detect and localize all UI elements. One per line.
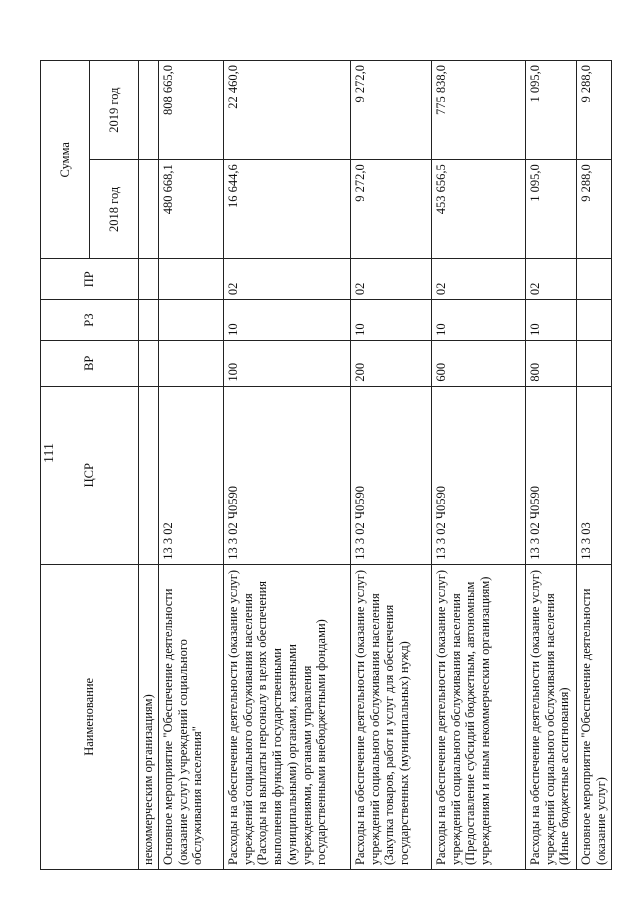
cell-rz: 10 <box>431 300 525 341</box>
cell-pr: 02 <box>350 259 431 300</box>
table-row <box>350 61 431 870</box>
header-name: Наименование <box>41 564 139 869</box>
cell-pr: 02 <box>431 259 525 300</box>
cell-csr: 13 3 02 Ч0590 <box>525 386 576 564</box>
cell-vr <box>576 340 611 386</box>
table-row <box>223 61 350 870</box>
cell-csr: 13 3 02 Ч0590 <box>223 386 350 564</box>
cell-sum-2018: 9 288,0 <box>576 160 611 259</box>
table-row <box>431 61 525 870</box>
header-rz: РЗ <box>41 300 139 341</box>
cell-rz: 10 <box>525 300 576 341</box>
cell-vr: 600 <box>431 340 525 386</box>
cell-sum-2018: 1 095,0 <box>525 160 576 259</box>
cell-csr: 13 3 02 <box>158 386 223 564</box>
header-vr: ВР <box>41 340 139 386</box>
table-row <box>139 61 159 870</box>
header-year-2018: 2018 год <box>90 160 139 259</box>
header-pr: ПР <box>41 259 139 300</box>
cell-sum-2018: 16 644,6 <box>223 160 350 259</box>
cell-sum-2019: 775 838,0 <box>431 61 525 160</box>
cell-name: некоммерческим организациям) <box>139 564 159 869</box>
cell-rz: 10 <box>350 300 431 341</box>
cell-sum-2019 <box>139 61 159 160</box>
table-row <box>525 61 576 870</box>
cell-csr: 13 3 03 <box>576 386 611 564</box>
cell-vr <box>158 340 223 386</box>
header-csr: ЦСР <box>41 386 139 564</box>
header-year-2019: 2019 год <box>90 61 139 160</box>
cell-sum-2018: 9 272,0 <box>350 160 431 259</box>
cell-name: Расходы на обеспечение деятельности (оказание услуг) учреждений социального обслуживания населения (Иные бюджетные ассигнования) <box>525 564 576 869</box>
cell-rz: 10 <box>223 300 350 341</box>
cell-name: Расходы на обеспечение деятельности (оказание услуг) учреждений социального обслуживания населения (Расходы на выплаты персоналу в целях обеспечения выполнения функций государственными (муниципальными) органами, казенными учреждениями, органами управления государственными внебюджетными фондами) <box>223 564 350 869</box>
cell-rz <box>139 300 159 341</box>
cell-vr: 200 <box>350 340 431 386</box>
cell-vr: 100 <box>223 340 350 386</box>
cell-sum-2019: 9 288,0 <box>576 61 611 160</box>
cell-sum-2018: 480 668,1 <box>158 160 223 259</box>
cell-csr: 13 3 02 Ч0590 <box>431 386 525 564</box>
cell-pr: 02 <box>223 259 350 300</box>
table-row <box>576 61 611 870</box>
table-row <box>158 61 223 870</box>
cell-sum-2019: 1 095,0 <box>525 61 576 160</box>
cell-name: Основное мероприятие "Обеспечение деятельности (оказание услуг) <box>576 564 611 869</box>
cell-pr <box>576 259 611 300</box>
cell-sum-2018: 453 656,5 <box>431 160 525 259</box>
cell-vr <box>139 340 159 386</box>
budget-table <box>40 60 612 870</box>
cell-name: Расходы на обеспечение деятельности (оказание услуг) учреждений социального обслуживания населения (Закупка товаров, работ и услуг для обеспечения государственных (муниципальных) нужд) <box>350 564 431 869</box>
cell-pr <box>158 259 223 300</box>
cell-csr: 13 3 02 Ч0590 <box>350 386 431 564</box>
cell-name: Расходы на обеспечение деятельности (оказание услуг) учреждений социального обслуживания населения (Предоставление субсидий бюджетным, автономным учреждениям и иным некоммерческим организациям) <box>431 564 525 869</box>
cell-pr: 02 <box>525 259 576 300</box>
cell-vr: 800 <box>525 340 576 386</box>
cell-sum-2019: 22 460,0 <box>223 61 350 160</box>
cell-rz <box>158 300 223 341</box>
cell-sum-2018 <box>139 160 159 259</box>
cell-sum-2019: 9 272,0 <box>350 61 431 160</box>
cell-sum-2019: 808 665,0 <box>158 61 223 160</box>
cell-name: Основное мероприятие "Обеспечение деятельности (оказание услуг) учреждений социального обслуживания населения" <box>158 564 223 869</box>
cell-rz <box>576 300 611 341</box>
cell-csr <box>139 386 159 564</box>
page-number: 111 <box>42 443 57 463</box>
header-sum: Сумма <box>41 61 90 259</box>
budget-table-rotated <box>40 60 608 870</box>
cell-pr <box>139 259 159 300</box>
